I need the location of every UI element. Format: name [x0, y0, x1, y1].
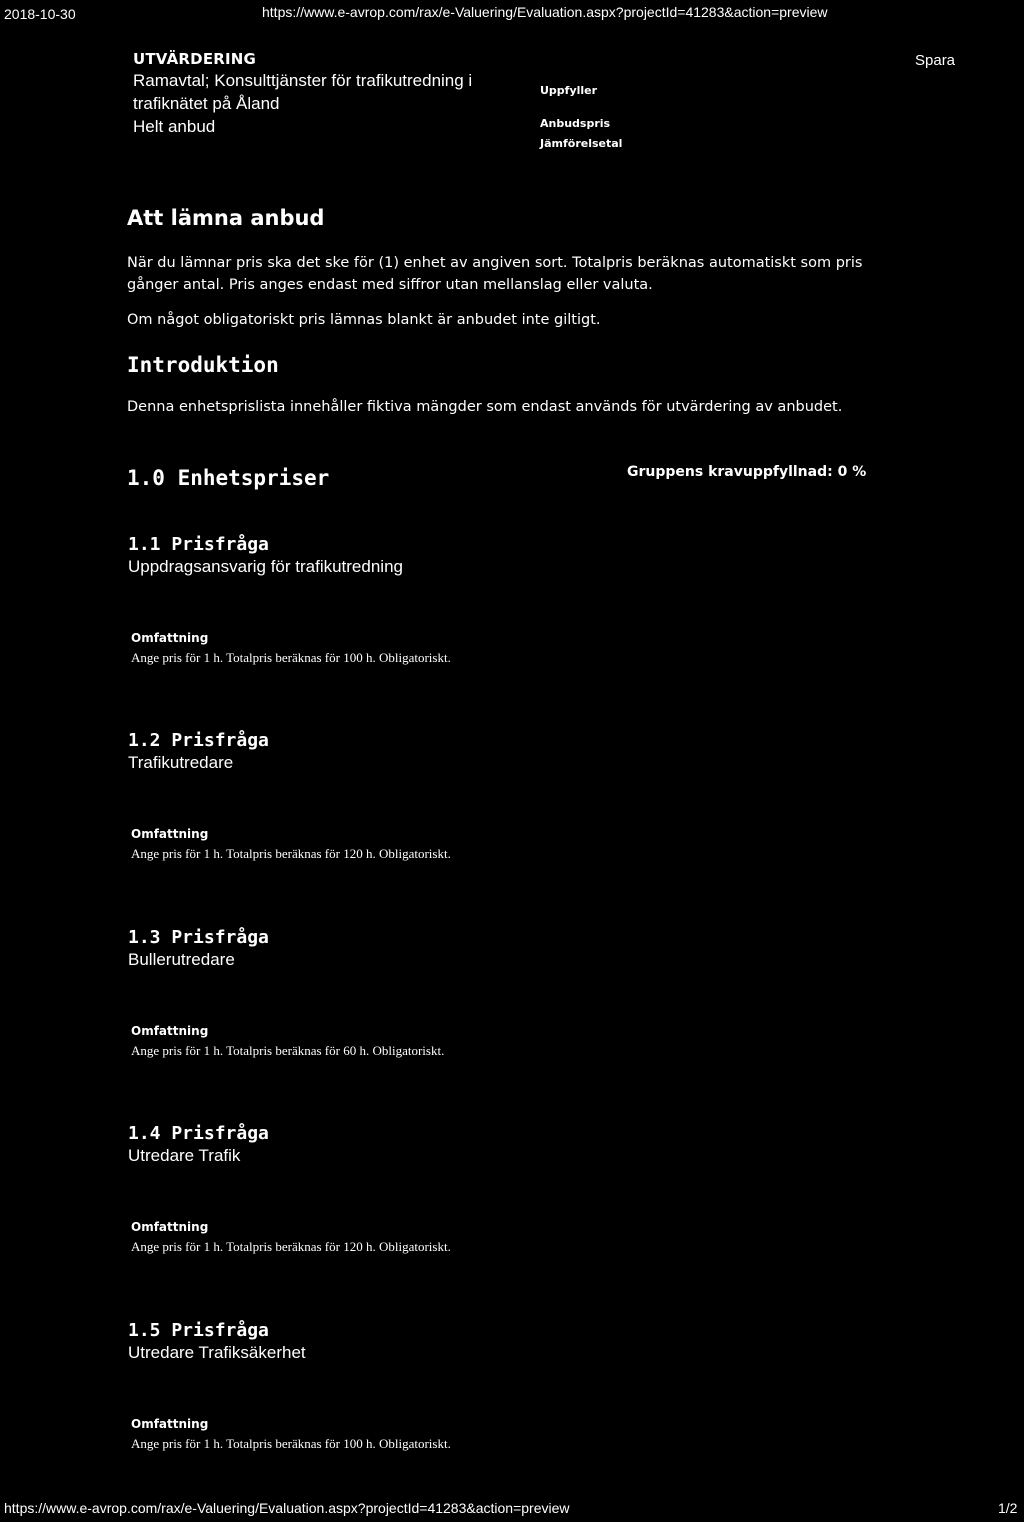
question-title: 1.4 Prisfråga [128, 1123, 269, 1144]
instructions-mandatory-note: Om något obligatoriskt pris lämnas blankt är anbudet inte giltigt. [127, 312, 601, 328]
scope-label: Omfattning [131, 631, 209, 645]
project-title-line2: trafiknätet på Åland [133, 94, 280, 113]
column-meets: Uppfyller [540, 84, 598, 97]
print-footer-url: https://www.e-avrop.com/rax/e-Valuering/Evaluation.aspx?projectId=41283&action=preview [4, 1500, 570, 1516]
scope-label: Omfattning [131, 1024, 209, 1038]
page-number: 1/2 [998, 1500, 1018, 1516]
question-role: Trafikutredare [128, 753, 234, 772]
question-role: Utredare Trafik [128, 1146, 241, 1165]
question-role: Bullerutredare [128, 950, 235, 969]
page-kicker: UTVÄRDERING [133, 50, 257, 68]
group-title: 1.0 Enhetspriser [127, 466, 330, 490]
section-heading-introduction: Introduktion [127, 353, 279, 377]
question-role: Uppdragsansvarig för trafikutredning [128, 557, 403, 576]
question-title: 1.5 Prisfråga [128, 1320, 269, 1341]
project-title-line1: Ramavtal; Konsulttjänster för trafikutredning i [133, 71, 473, 90]
scope-text: Ange pris för 1 h. Totalpris beräknas för 120 h. Obligatoriskt. [131, 1239, 451, 1254]
question-title: 1.2 Prisfråga [128, 730, 269, 751]
scope-label: Omfattning [131, 1417, 209, 1431]
save-button[interactable]: Spara [915, 52, 956, 69]
scope-text: Ange pris för 1 h. Totalpris beräknas för 100 h. Obligatoriskt. [131, 1436, 451, 1451]
bid-type: Helt anbud [133, 117, 216, 136]
instructions-text: När du lämnar pris ska det ske för (1) enhet av angiven sort. Totalpris beräknas automatiskt som pris gånger antal. Pris anges endast med siffror utan mellanslag eller valuta. [127, 255, 863, 293]
question-title: 1.3 Prisfråga [128, 927, 269, 948]
scope-text: Ange pris för 1 h. Totalpris beräknas för 100 h. Obligatoriskt. [131, 650, 451, 665]
scope-text: Ange pris för 1 h. Totalpris beräknas för 60 h. Obligatoriskt. [131, 1043, 445, 1058]
group-fulfilment: Gruppens kravuppfyllnad: 0 % [627, 464, 867, 480]
section-heading-submit-bid: Att lämna anbud [127, 206, 325, 230]
scope-label: Omfattning [131, 1220, 209, 1234]
print-url: https://www.e-avrop.com/rax/e-Valuering/Evaluation.aspx?projectId=41283&action=preview [262, 4, 828, 20]
question-role: Utredare Trafiksäkerhet [128, 1343, 306, 1362]
column-bid-price: Anbudspris [540, 117, 611, 130]
print-date: 2018-10-30 [4, 6, 76, 22]
scope-text: Ange pris för 1 h. Totalpris beräknas för 120 h. Obligatoriskt. [131, 846, 451, 861]
introduction-text: Denna enhetsprislista innehåller fiktiva mängder som endast används för utvärdering av anbudet. [127, 399, 843, 415]
column-comparison: Jämförelsetal [540, 137, 623, 150]
scope-label: Omfattning [131, 827, 209, 841]
question-title: 1.1 Prisfråga [128, 534, 269, 555]
